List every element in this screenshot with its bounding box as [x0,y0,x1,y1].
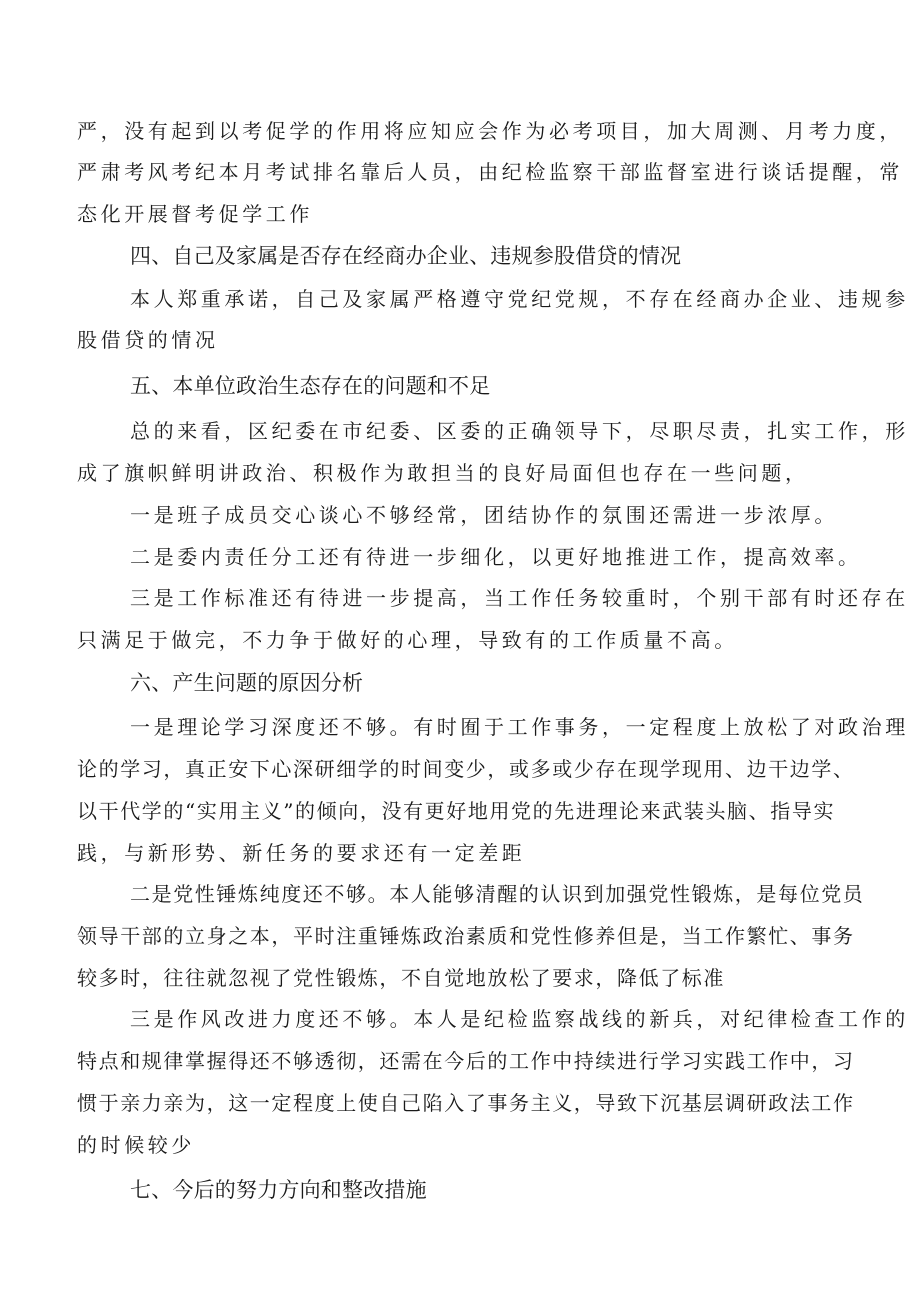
paragraph-line: 只满足于做完，不力争于做好的心理，导致有的工作质量不高。 [77,628,738,652]
paragraph-line: 践，与新形势、新任务的要求还有一定差距 [77,841,526,865]
section-heading: 七、今后的努力方向和整改措施 [130,1178,427,1202]
paragraph-line: 领导干部的立身之本，平时注重锤炼政治素质和党性修养但是，当工作繁忙、事务 [77,924,855,948]
paragraph-line: 特点和规律掌握得还不够透彻，还需在今后的工作中持续进行学习实践工作中，习 [77,1049,855,1073]
paragraph-line: 二是党性锤炼纯度还不够。本人能够清醒的认识到加强党性锻炼，是每位党员 [130,882,865,906]
paragraph-line: 二是委内责任分工还有待进一步细化，以更好地推进工作，提高效率。 [130,545,862,569]
paragraph-line: 以干代学的“实用主义”的倾向，没有更好地用党的先进理论来武装头脑、指导实 [77,799,836,823]
paragraph-line: 成了旗帜鲜明讲政治、积极作为敢担当的良好局面但也存在一些问题， [77,461,809,485]
paragraph-line: 严肃考风考纪本月考试排名靠后人员，由纪检监察干部监督室进行谈话提醒，常 [77,160,903,184]
paragraph-line: 本人郑重承诺，自己及家属严格遵守党纪党规，不存在经商办企业、违规参 [130,287,909,311]
paragraph-line: 一是班子成员交心谈心不够经常，团结协作的氛围还需进一步浓厚。 [130,503,838,527]
section-heading: 六、产生问题的原因分析 [130,671,364,695]
paragraph-line: 态化开展督考促学工作 [77,202,313,226]
paragraph-line: 三是作风改进力度还不够。本人是纪检监察战线的新兵，对纪律检查工作的 [130,1007,909,1031]
section-heading: 五、本单位政治生态存在的问题和不足 [130,374,491,398]
paragraph-line: 论的学习，真正安下心深研细学的时间变少，或多或少存在现学现用、边干边学、 [77,757,855,781]
paragraph-line: 三是工作标准还有待进一步提高，当工作任务较重时，个别干部有时还存在 [130,586,909,610]
paragraph-line: 的时候较少 [77,1133,195,1157]
paragraph-line: 一是理论学习深度还不够。有时囿于工作事务，一定程度上放松了对政治理 [130,715,909,739]
paragraph-line: 股借贷的情况 [77,328,219,352]
section-heading: 四、自己及家属是否存在经商办企业、违规参股借贷的情况 [130,244,682,268]
paragraph-line: 较多时，往往就忽视了党性锻炼，不自觉地放松了要求，降低了标准 [77,966,725,990]
paragraph-line: 严，没有起到以考促学的作用将应知应会作为必考项目，加大周测、月考力度， [77,119,903,143]
paragraph-line: 惯于亲力亲为，这一定程度上使自己陷入了事务主义，导致下沉基层调研政法工作 [77,1091,855,1115]
paragraph-line: 总的来看，区纪委在市纪委、区委的正确领导下，尽职尽责，扎实工作，形 [130,419,909,443]
